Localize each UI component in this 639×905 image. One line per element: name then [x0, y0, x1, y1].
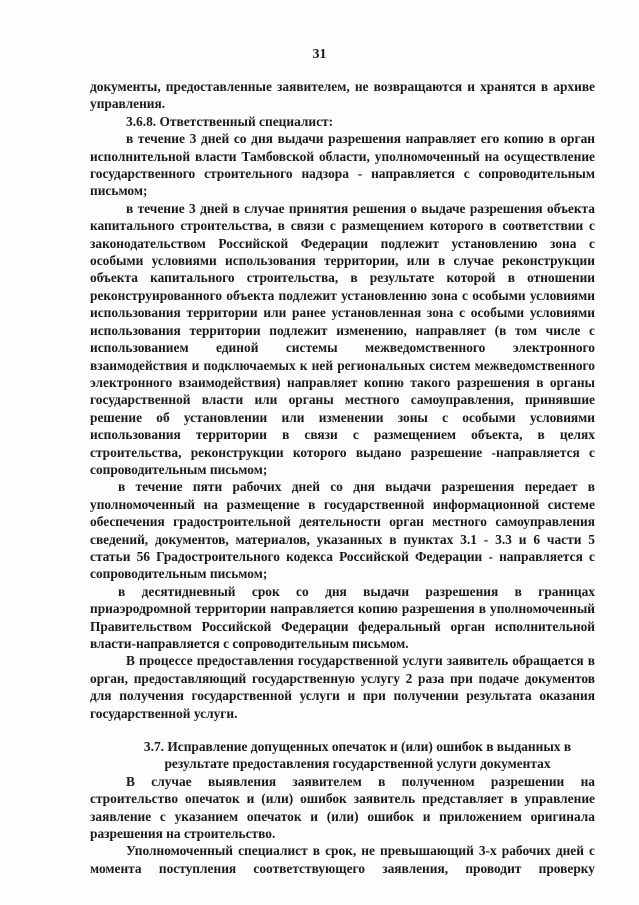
page-number: 31	[312, 47, 327, 62]
paragraph: в течение пяти рабочих дней со дня выдачи разрешения передает в уполномоченный на размещение в государственной информационной системе обеспечения градостроительной деятельности орган местного самоуправления сведений, документов, материалов, указанных в пунктах 3.1 - 3.3 и 6 части 5 статьи 56 Градостроительного кодекса Российской Федерации - направляется с сопроводительным письмом;	[90, 479, 595, 582]
section-heading: 3.7. Исправление допущенных опечаток и (или) ошибок в выданных в результате предоставления государственной услуги документах	[143, 739, 572, 772]
paragraph: в течение 3 дней со дня выдачи разрешения направляет его копию в орган исполнительной власти Тамбовской области, уполномоченный на осуществление государственного строительного надзора - направляется с сопроводительным письмом;	[90, 131, 595, 199]
document-body	[90, 78, 595, 877]
section-label: 3.6.8. Ответственный специалист:	[126, 113, 334, 129]
paragraph: в десятидневный срок со дня выдачи разрешения в границах приаэродромной территории направляется копию разрешения в уполномоченный Правительством Российской Федерации федеральный орган исполнительной власти-направляется с сопроводительным письмом.	[90, 583, 595, 651]
paragraph: Уполномоченный специалист в срок, не превышающий 3-х рабочих дней с момента поступления соответствующего заявления, проводит проверку	[90, 843, 595, 876]
paragraph: в течение 3 дней в случае принятия решения о выдаче разрешения объекта капитального строительства, в связи с размещением которого в соответствии с законодательством Российской Федерации подлежит установлению зона с особыми условиями использования территории, или в случае реконструкции объекта капитального строительства, в результате которой в отношении реконструированного объекта подлежит установлению зона с особыми условиями использования территории или ранее установленная зона с особыми условиями использования территории подлежит изменению, направляет (в том числе с использованием единой системы межведомственного электронного взаимодействия и подключаемых к ней региональных систем межведомственного электронного взаимодействия) направляет копию такого разрешения в органы государственной власти или органы местного самоуправления, принявшие решение об установлении или изменении зоны с особыми условиями использования территории в связи с размещением объекта, в целях строительства, реконструкции которого выдано разрешение -направляется с сопроводительным письмом;	[90, 200, 595, 477]
paragraph: В процессе предоставления государственной услуги заявитель обращается в орган, предоставляющий государственную услугу 2 раза при подаче документов для получения государственной услуги и при получении результата оказания государственной услуги.	[90, 653, 595, 721]
paragraph: В случае выявления заявителем в полученном разрешении на строительство опечаток и (или) ошибок заявитель представляет в управление заявление с указанием опечаток и (или) ошибок и приложением оригинала разрешения на строительство.	[90, 773, 595, 842]
paragraph: документы, предоставленные заявителем, не возвращаются и хранятся в архиве управления.	[90, 79, 595, 112]
